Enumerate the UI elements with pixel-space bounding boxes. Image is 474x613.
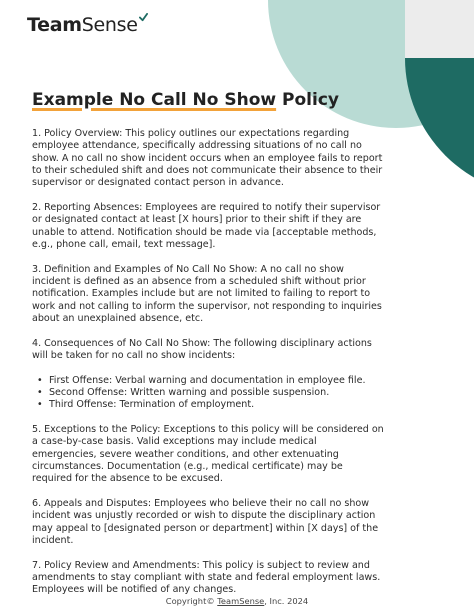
list-item: • Second Offense: Written warning and possible suspension. xyxy=(44,387,384,399)
consequences-list xyxy=(32,375,384,412)
footer-prefix: Copyright© xyxy=(165,596,218,606)
logo-check-icon xyxy=(139,13,148,22)
section-policy-overview: 1. Policy Overview: This policy outlines our expectations regarding employee attendance, specifically addressing situations of no call no show. A no call no show incident occurs when an employee fails to report to their scheduled shift and does not communicate their absence to their supervisor or designated contact person in advance. xyxy=(32,128,383,189)
footer-brand-link[interactable]: TeamSense xyxy=(217,596,265,606)
section-review: 7. Policy Review and Amendments: This policy is subject to review and amendments to stay compliant with state and federal employment laws. Employees will be notified of any changes. xyxy=(32,559,381,596)
section-reporting-absences: 2. Reporting Absences: Employees are required to notify their supervisor or designated contact at least [X hours] prior to their shift if they are unable to attend. Notification should be made via [acceptable methods, e.g., phone call, email, text message]. xyxy=(32,202,381,251)
title-underlined: Example No Call No Show xyxy=(32,90,277,110)
decorative-gray-block xyxy=(405,0,474,58)
footer-copyright xyxy=(0,596,474,606)
section-exceptions: 5. Exceptions to the Policy: Exceptions to this policy will be considered on a case-by-case basis. Valid exceptions may include medical emergencies, severe weather conditions, and other extenuating circumstances. Documentation (e.g., medical certificate) may be required for the absence to be excused. xyxy=(32,424,384,485)
footer-suffix: , Inc. 2024 xyxy=(264,596,309,606)
logo xyxy=(27,14,138,36)
list-item: • First Offense: Verbal warning and documentation in employee file. xyxy=(44,375,384,387)
title-rest: Policy xyxy=(276,90,339,110)
section-consequences: 4. Consequences of No Call No Show: The following disciplinary actions will be taken for no call no show incidents: xyxy=(32,337,372,362)
page-title xyxy=(32,90,339,110)
logo-sense: Sense xyxy=(81,14,138,36)
list-item: • Third Offense: Termination of employment. xyxy=(44,399,384,411)
section-definition: 3. Definition and Examples of No Call No Show: A no call no show incident is defined as an absence from a scheduled shift without prior notification. Examples include but are not limited to failing to report to work and not calling to inform the supervisor, not responding to inquiries about an unexplained absence, etc. xyxy=(32,263,382,325)
logo-team: Team xyxy=(27,14,82,36)
policy-body xyxy=(32,128,384,609)
section-appeals: 6. Appeals and Disputes: Employees who believe their no call no show incident was unjustly recorded or wish to dispute the disciplinary action may appeal to [designated person or department] within [X days] of the incident. xyxy=(32,498,379,547)
